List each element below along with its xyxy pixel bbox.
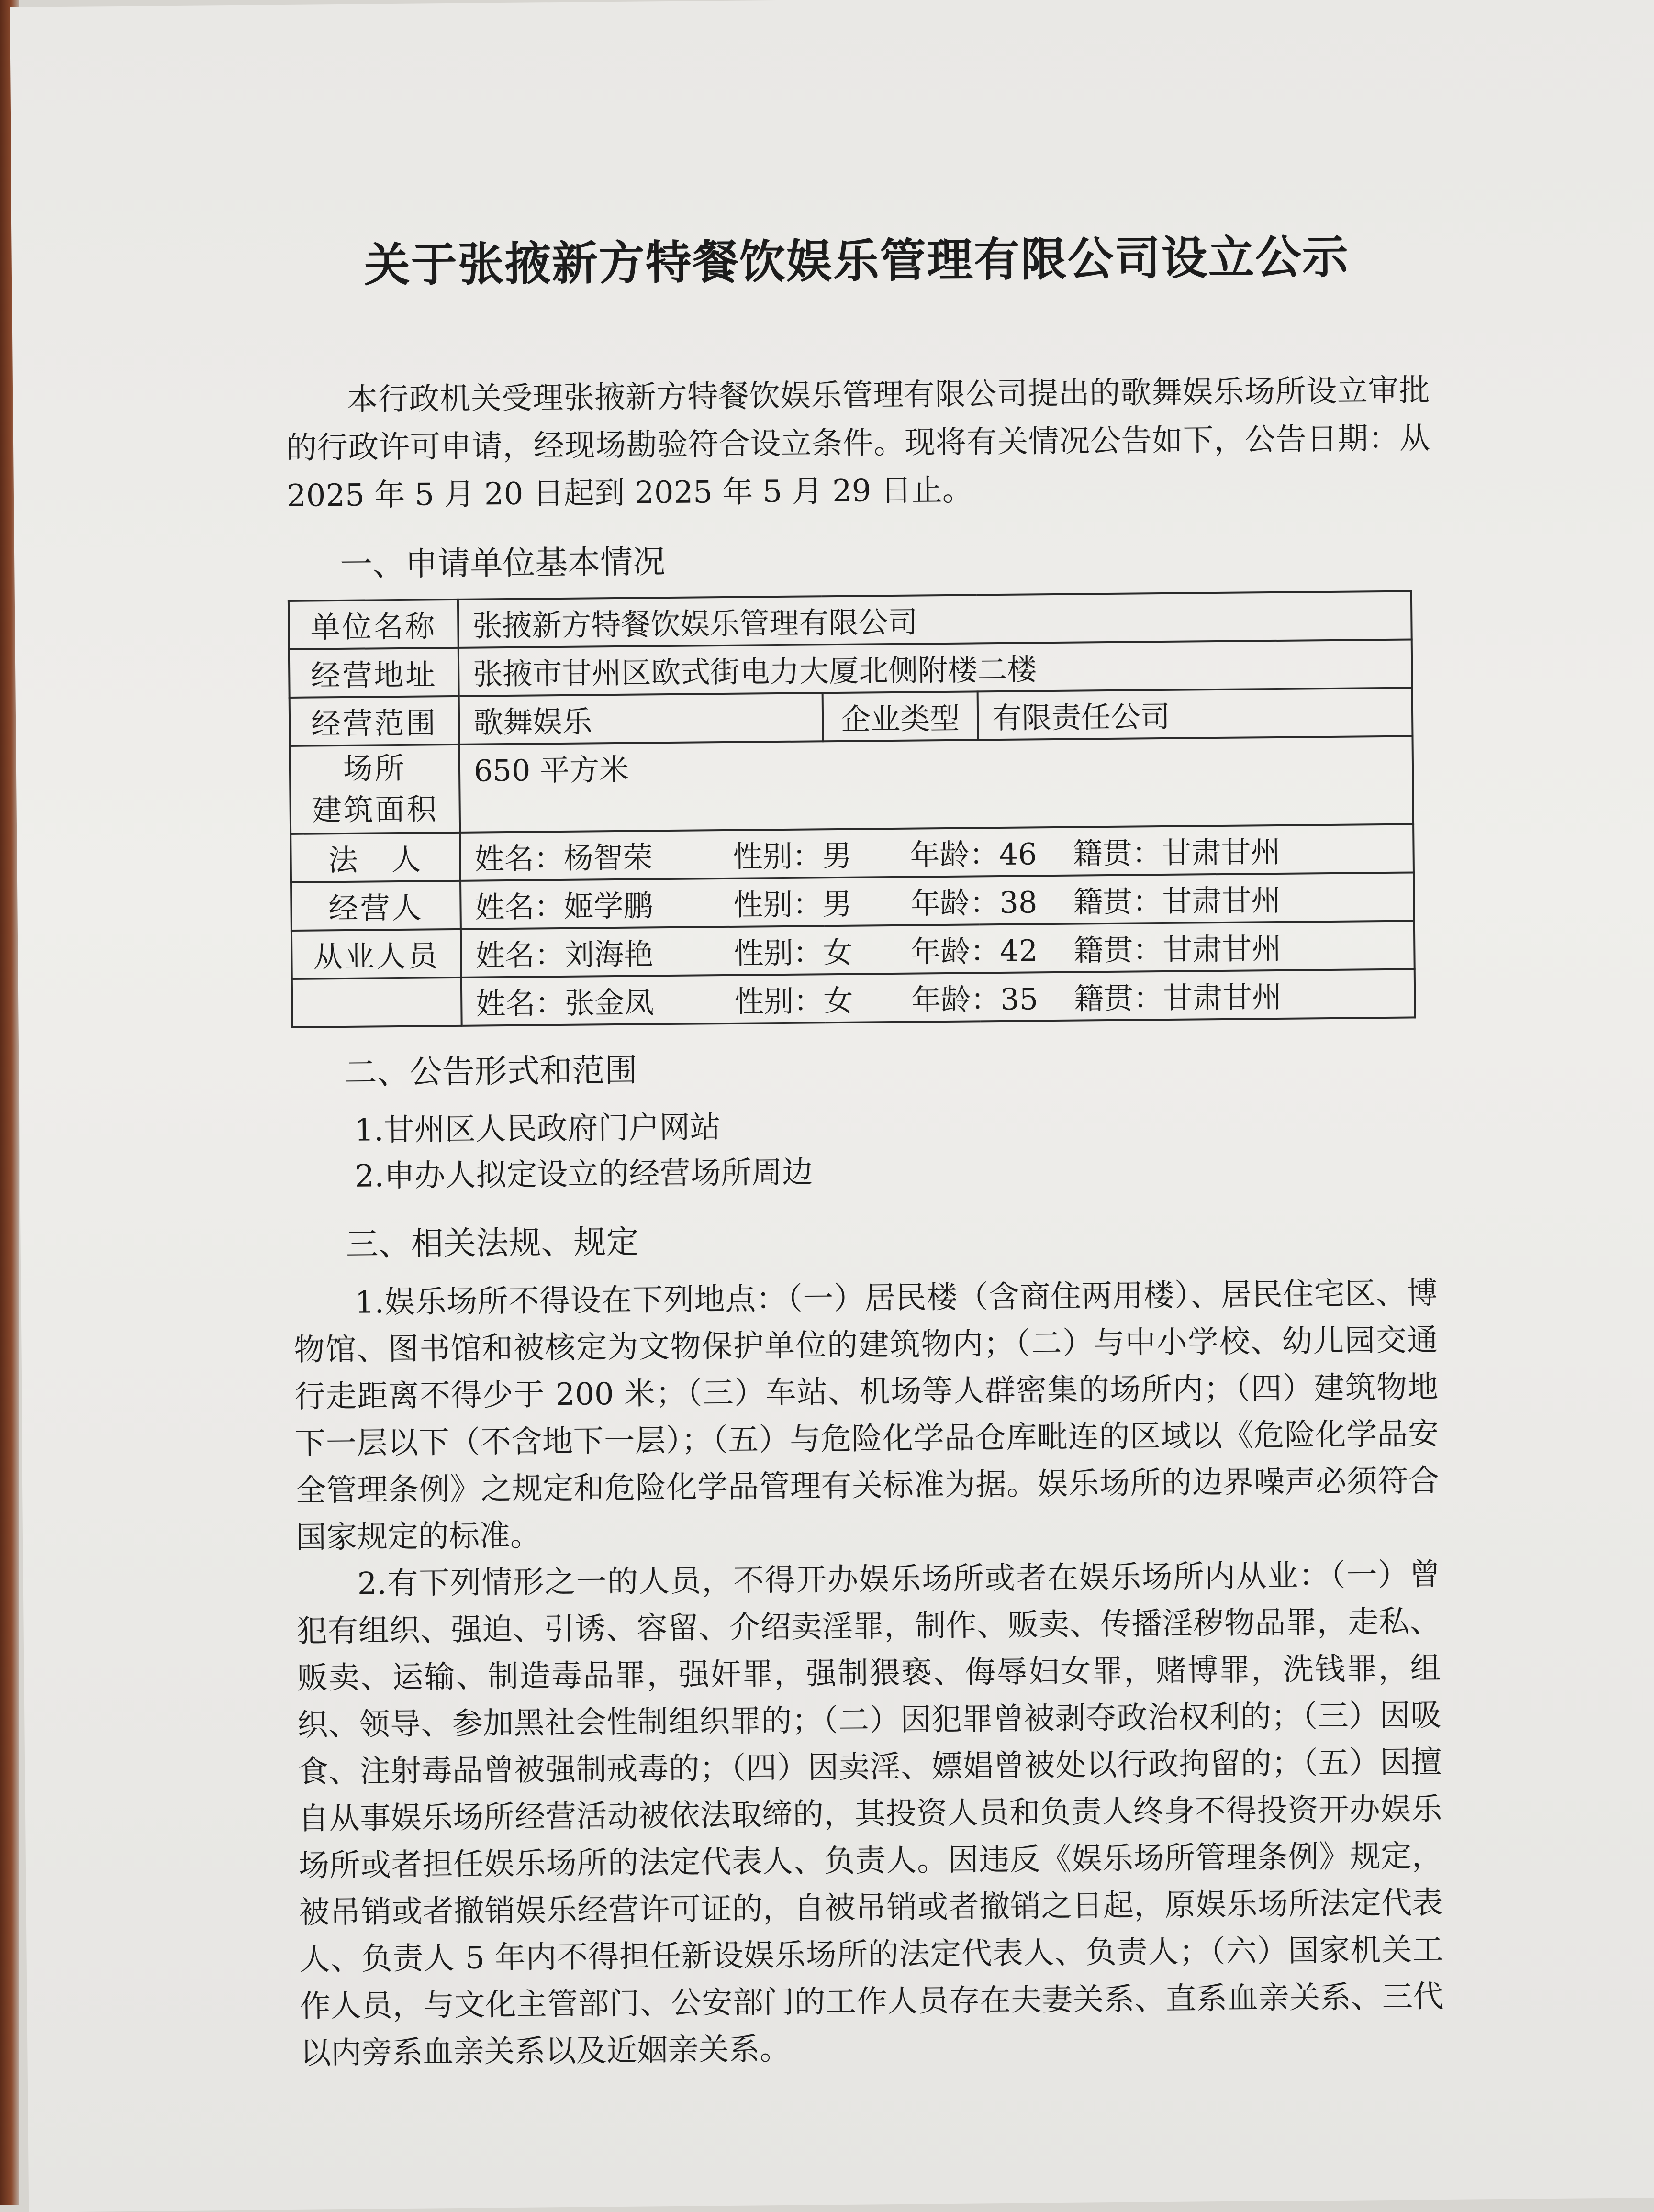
person-age: 年龄：42 — [911, 933, 1038, 969]
address-value: 张掖市甘州区欧式街电力大厦北侧附楼二楼 — [458, 639, 1412, 696]
person-origin: 籍贯：甘肃甘州 — [1073, 931, 1282, 968]
person-name: 姓名：刘海艳 — [475, 936, 654, 973]
scope-label: 经营范围 — [290, 696, 459, 746]
person-age: 年龄：38 — [910, 885, 1038, 921]
area-label-line2: 建筑面积 — [312, 791, 439, 828]
person-sex: 性别：女 — [734, 934, 853, 971]
person-age: 年龄：35 — [911, 981, 1039, 1018]
person-sex: 性别：男 — [733, 886, 852, 923]
area-value: 650 平方米 — [459, 736, 1414, 832]
applicant-info-table — [288, 590, 1416, 1028]
regulation-paragraph-1: 1.娱乐场所不得设在下列地点：（一）居民楼（含商住两用楼）、居民住宅区、博物馆、图书馆和被核定为文物保护单位的建筑物内；（二）与中小学校、幼儿园交通行走距离不得少于 200 米；（三）车站、机场等人群密集的场所内；（四）建筑物地下一层以下（不含地下一层）；（五）与危险化学品仓库毗连的区域以《危险化学品安全管理条例》之规定和危险化学品管理有关标准为据。娱乐场所的边界噪声必须符合国家规定的标准。 — [294, 1276, 1440, 1556]
area-label-line1: 场所 — [343, 750, 407, 786]
person-origin: 籍贯：甘肃甘州 — [1073, 979, 1282, 1016]
list-item: 2.申办人拟定设立的经营场所周边 — [355, 1155, 813, 1194]
paper-sheet — [10, 0, 1654, 2212]
person-sex: 性别：男 — [733, 838, 852, 874]
section1-heading: 一、申请单位基本情况 — [339, 543, 666, 584]
unit-name-value: 张掖新方特餐饮娱乐管理有限公司 — [458, 591, 1412, 647]
person-role: 经营人 — [291, 881, 461, 931]
person-details — [460, 824, 1414, 880]
person-row — [292, 969, 1415, 1027]
section2-heading: 二、公告形式和范围 — [344, 1051, 637, 1092]
document-body — [284, 220, 1444, 2077]
person-age: 年龄：46 — [910, 836, 1037, 873]
person-name: 姓名：姬学鹏 — [475, 888, 653, 925]
regulation-paragraph-2: 2.有下列情形之一的人员，不得开办娱乐场所或者在娱乐场所内从业：（一）曾犯有组织、强迫、引诱、容留、介绍卖淫罪，制作、贩卖、传播淫秽物品罪，走私、贩卖、运输、制造毒品罪，强奸罪，强制猥亵、侮辱妇女罪，赌博罪，洗钱罪，组织、领导、参加黑社会性制组织罪的；（二）因犯罪曾被剥夺政治权利的；（三）因吸食、注射毒品曾被强制戒毒的；（四）因卖淫、嫖娼曾被处以行政拘留的；（五）因擅自从事娱乐场所经营活动被依法取缔的，其投资人员和负责人终身不得投资开办娱乐场所或者担任娱乐场所的法定代表人、负责人。因违反《娱乐场所管理条例》规定，被吊销或者撤销娱乐经营许可证的，自被吊销或者撤销之日起，原娱乐场所法定代表人、负责人 5 年内不得担任新设娱乐场所的法定代表人、负责人；（六）国家机关工作人员，与文化主管部门、公安部门的工作人员存在夫妻关系、直系血亲关系、三代以内旁系血亲关系以及近姻亲关系。 — [296, 1557, 1444, 2071]
unit-name-label: 单位名称 — [289, 600, 458, 649]
person-details — [460, 872, 1414, 929]
person-origin: 籍贯：甘肃甘州 — [1073, 882, 1281, 920]
section3-heading: 三、相关法规、规定 — [346, 1223, 639, 1264]
type-value: 有限责任公司 — [978, 688, 1413, 740]
person-details — [461, 921, 1415, 977]
person-role — [292, 978, 462, 1027]
person-role: 法 人 — [291, 833, 460, 882]
intro-paragraph: 本行政机关受理张掖新方特餐饮娱乐管理有限公司提出的歌舞娱乐场所设立审批的行政许可申请，经现场勘验符合设立条件。现将有关情况公告如下，公告日期：从 2025 年 5 月 20 日起到 2025 年 5 月 29 日止。 — [286, 373, 1430, 514]
person-name: 姓名：杨智荣 — [474, 840, 653, 877]
address-label: 经营地址 — [289, 648, 459, 698]
scope-value: 歌舞娱乐 — [459, 693, 823, 745]
area-label — [290, 745, 460, 834]
list-item: 1.甘州区人民政府门户网站 — [354, 1110, 721, 1148]
person-role: 从业人员 — [291, 929, 461, 979]
person-sex: 性别：女 — [734, 983, 853, 1019]
person-details — [461, 969, 1415, 1025]
person-origin: 籍贯：甘肃甘州 — [1073, 834, 1281, 871]
table-row — [290, 736, 1414, 834]
person-name: 姓名：张金凤 — [475, 985, 654, 1022]
type-label: 企业类型 — [823, 691, 978, 741]
document-title: 关于张掖新方特餐饮娱乐管理有限公司设立公示 — [364, 229, 1350, 292]
